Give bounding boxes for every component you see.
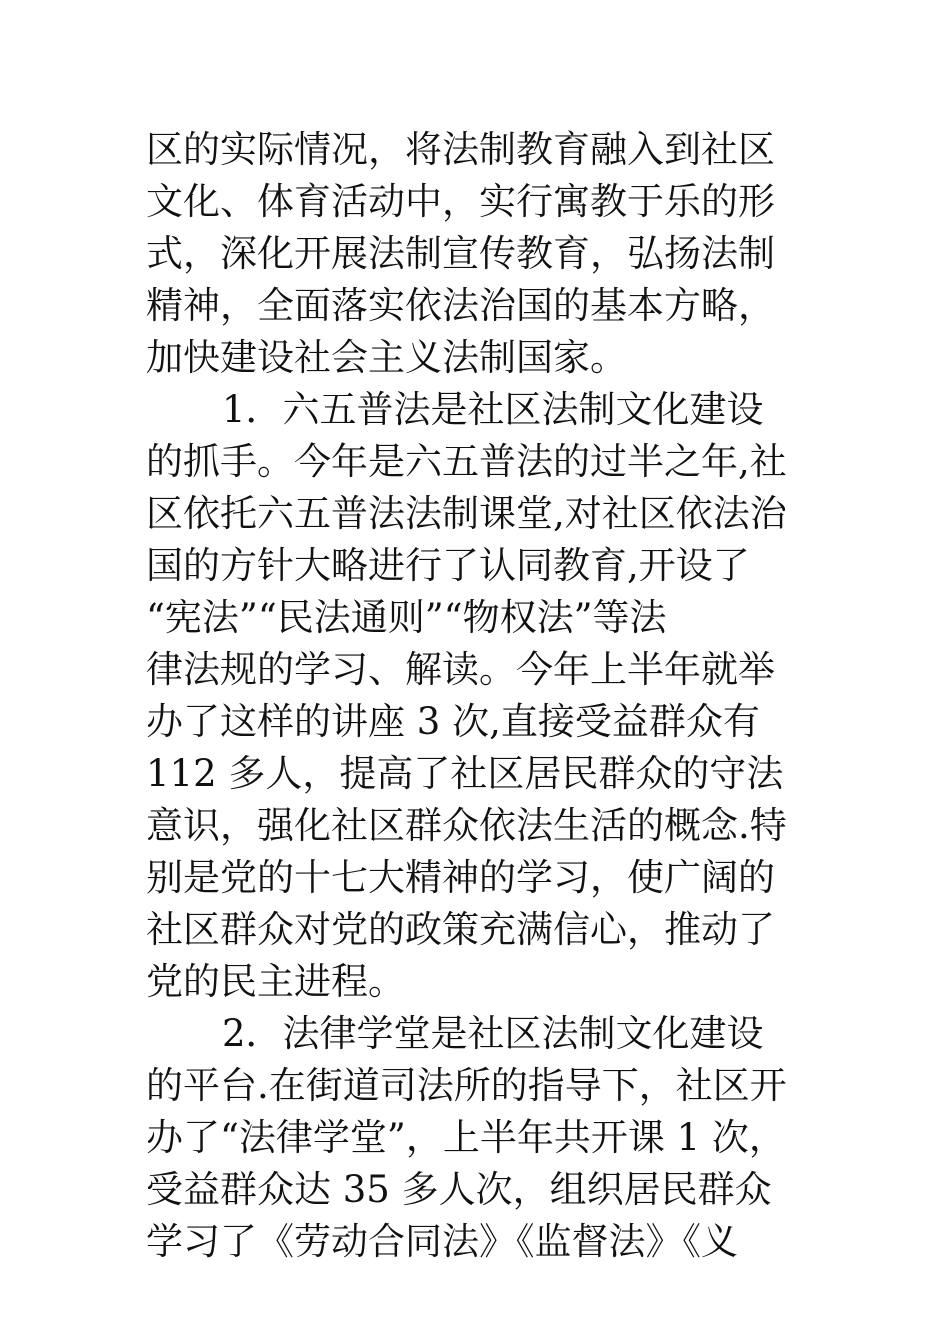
text-line: “宪法”“民法通则”“物权法”等法 bbox=[146, 596, 667, 639]
text-line: 精神，全面落实依法治国的基本方略， bbox=[146, 284, 775, 327]
text-line: 的平台.在街道司法所的指导下，社区开 bbox=[146, 1064, 787, 1107]
text-line: 112 多人，提高了社区居民群众的守法 bbox=[146, 752, 784, 795]
text-line: 党的民主进程。 bbox=[146, 960, 405, 1003]
text-line: 律法规的学习、解读。今年上半年就举 bbox=[146, 648, 775, 691]
text-line: 意识，强化社区群众依法生活的概念.特 bbox=[146, 804, 787, 847]
paragraph-start-line: 1．六五普法是社区法制文化建设 bbox=[222, 388, 764, 431]
text-line: 的抓手。今年是六五普法的过半之年,社 bbox=[146, 440, 787, 483]
text-line: 区的实际情况，将法制教育融入到社区 bbox=[146, 128, 775, 171]
text-line: 受益群众达 35 多人次，组织居民群众 bbox=[146, 1168, 772, 1211]
text-line: 办了“法律学堂”，上半年共开课 1 次， bbox=[146, 1116, 786, 1159]
text-line: 学习了《劳动合同法》《监督法》《义 bbox=[146, 1220, 738, 1263]
text-line: 社区群众对党的政策充满信心，推动了 bbox=[146, 908, 775, 951]
paragraph-start-line: 2．法律学堂是社区法制文化建设 bbox=[222, 1012, 764, 1055]
text-line: 区依托六五普法法制课堂,对社区依法治 bbox=[146, 492, 787, 535]
text-line: 加快建设社会主义法制国家。 bbox=[146, 336, 627, 379]
text-line: 别是党的十七大精神的学习，使广阔的 bbox=[146, 856, 775, 899]
text-line: 办了这样的讲座 3 次,直接受益群众有 bbox=[146, 700, 760, 743]
text-line: 式，深化开展法制宣传教育，弘扬法制 bbox=[146, 232, 775, 275]
text-line: 国的方针大略进行了认同教育,开设了 bbox=[146, 544, 750, 587]
text-line: 文化、体育活动中，实行寓教于乐的形 bbox=[146, 180, 775, 223]
